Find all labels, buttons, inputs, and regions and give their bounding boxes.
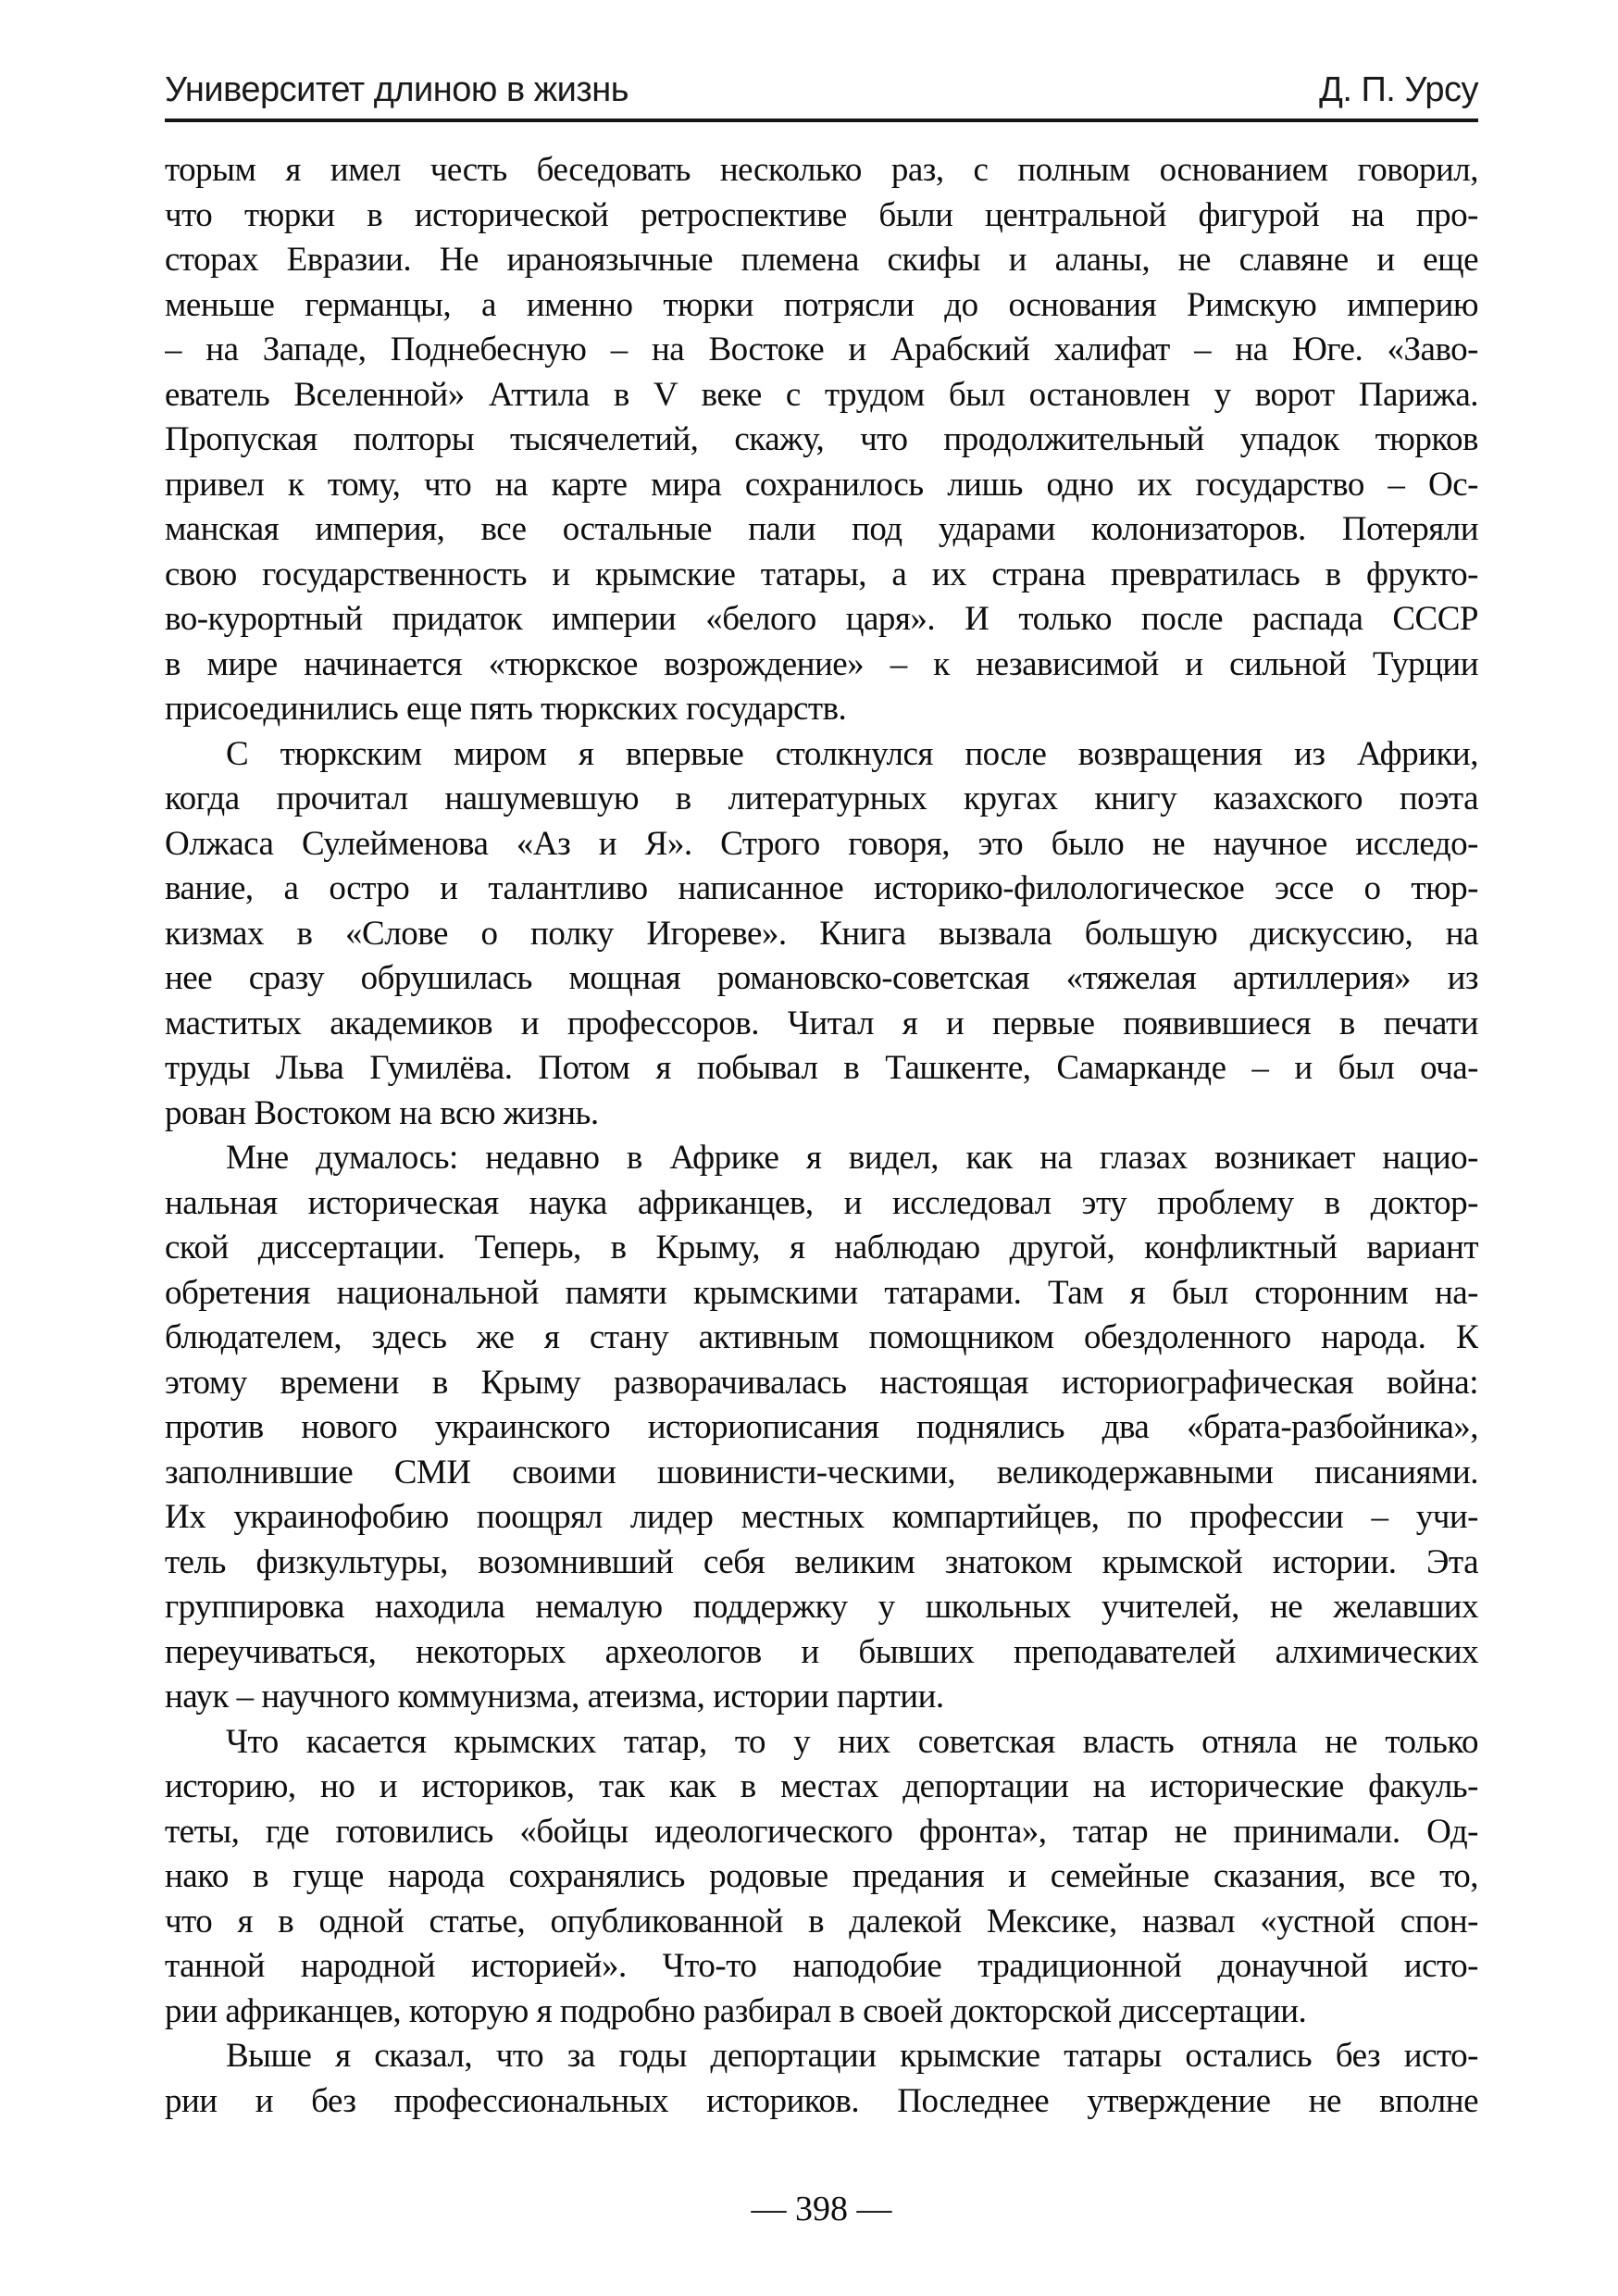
text-line: нальная историческая наука африканцев, и исследовал эту проблему в доктор- xyxy=(165,1183,1478,1222)
text-line: что я в одной статье, опубликованной в далекой Мексике, назвал «устной спон- xyxy=(165,1902,1478,1940)
text-line: вание, а остро и талантливо написанное историко-филологическое эссе о тюр- xyxy=(165,869,1478,907)
text-line: манская империя, все остальные пали под ударами колонизаторов. Потеряли xyxy=(165,510,1478,548)
running-title: Университет длиною в жизнь xyxy=(165,70,629,109)
text-line: когда прочитал нашумевшую в литературных кругах книгу казахского поэта xyxy=(165,780,1478,817)
header-author: Д. П. Урсу xyxy=(1319,70,1478,109)
text-line: С тюркским миром я впервые столкнулся после возвращения из Африки, xyxy=(226,734,1478,773)
text-line: Выше я сказал, что за годы депортации крымские татары остались без исто- xyxy=(226,2037,1478,2075)
text-line: еватель Вселенной» Аттила в V веке с трудом был остановлен у ворот Парижа. xyxy=(165,375,1478,414)
text-line: присоединились еще пять тюркских государств. xyxy=(165,690,847,728)
text-line: нее сразу обрушилась мощная романовско-советская «тяжелая артиллерия» из xyxy=(165,959,1478,997)
text-line: теты, где готовились «бойцы идеологического фронта», татар не принимали. Од- xyxy=(165,1812,1478,1851)
text-line: историю, но и историков, так как в местах депортации на исторические факуль- xyxy=(165,1767,1478,1805)
text-line: группировка находила немалую поддержку у школьных учителей, не желавших xyxy=(165,1588,1478,1626)
paragraph xyxy=(165,1136,1478,1720)
paragraph xyxy=(165,2034,1478,2124)
text-line: маститых академиков и профессоров. Читал я и первые появившиеся в печати xyxy=(165,1004,1478,1042)
text-line: привел к тому, что на карте мира сохранилось лишь одно их государство – Ос- xyxy=(165,465,1478,504)
text-line: торым я имел честь беседовать несколько раз, с полным основанием говорил, xyxy=(165,151,1478,189)
paragraph xyxy=(165,1720,1478,2035)
text-line: Олжаса Сулейменова «Аз и Я». Строго говоря, это было не научное исследо- xyxy=(165,824,1478,863)
text-line: в мире начинается «тюркское возрождение» – к независимой и сильной Турции xyxy=(165,644,1478,683)
text-line: Что касается крымских татар, то у них советская власть отняла не только xyxy=(226,1722,1478,1761)
text-line: рии и без профессиональных историков. Последнее утверждение не вполне xyxy=(165,2081,1478,2120)
text-line: тель физкультуры, возомнивший себя великим знатоком крымской истории. Эта xyxy=(165,1542,1478,1581)
text-line: Пропуская полторы тысячелетий, скажу, что продолжительный упадок тюрков xyxy=(165,420,1478,458)
text-line: блюдателем, здесь же я стану активным помощником обездоленного народа. К xyxy=(165,1318,1478,1356)
text-line: Мне думалось: недавно в Африке я видел, как на глазах возникает нацио- xyxy=(226,1139,1478,1177)
text-line: меньше германцы, а именно тюрки потрясли до основания Римскую империю xyxy=(165,285,1478,324)
text-line: против нового украинского историописания поднялись два «брата-разбойника», xyxy=(165,1408,1478,1446)
text-line: этому времени в Крыму разворачивалась настоящая историографическая война: xyxy=(165,1363,1478,1402)
text-line: рован Востоком на всю жизнь. xyxy=(165,1093,599,1132)
paragraph xyxy=(165,148,1478,732)
text-line: танной народной историей». Что-то наподобие традиционной донаучной исто- xyxy=(165,1947,1478,1985)
text-line: сторах Евразии. Не ираноязычные племена скифы и аланы, не славяне и еще xyxy=(165,241,1478,279)
text-line: наук – научного коммунизма, атеизма, истории партии. xyxy=(165,1678,944,1716)
paragraph xyxy=(165,732,1478,1137)
text-line: переучиваться, некоторых археологов и бывших преподавателей алхимических xyxy=(165,1632,1478,1671)
text-line: свою государственность и крымские татары, а их страна превратилась в фрукто- xyxy=(165,555,1478,593)
text-line: Их украинофобию поощрял лидер местных компартийцев, по профессии – учи- xyxy=(165,1498,1478,1536)
text-line: кизмах в «Слове о полку Игореве». Книга вызвала большую дискуссию, на xyxy=(165,914,1478,953)
page-footer xyxy=(165,2189,1478,2229)
text-line: нако в гуще народа сохранялись родовые предания и семейные сказания, все то, xyxy=(165,1857,1478,1895)
text-line: что тюрки в исторической ретроспективе были центральной фигурой на про- xyxy=(165,195,1478,234)
text-line: труды Льва Гумилёва. Потом я побывал в Ташкенте, Самарканде – и был оча- xyxy=(165,1049,1478,1087)
body-text xyxy=(165,148,1478,2124)
text-line: – на Западе, Поднебесную – на Востоке и Арабский халифат – на Юге. «Заво- xyxy=(165,331,1478,368)
text-line: рии африканцев, которую я подробно разбирал в своей докторской диссертации. xyxy=(165,1991,1307,2030)
running-head xyxy=(165,70,1478,122)
text-line: обретения национальной памяти крымскими татарами. Там я был сторонним на- xyxy=(165,1273,1478,1312)
text-line: ской диссертации. Теперь, в Крыму, я наблюдаю другой, конфликтный вариант xyxy=(165,1229,1478,1267)
page-number: — 398 — xyxy=(751,2190,892,2228)
text-line: во-курортный придаток империи «белого царя». И только после распада СССР xyxy=(165,600,1478,638)
text-line: заполнившие СМИ своими шовинисти-ческими, великодержавными писаниями. xyxy=(165,1453,1478,1491)
